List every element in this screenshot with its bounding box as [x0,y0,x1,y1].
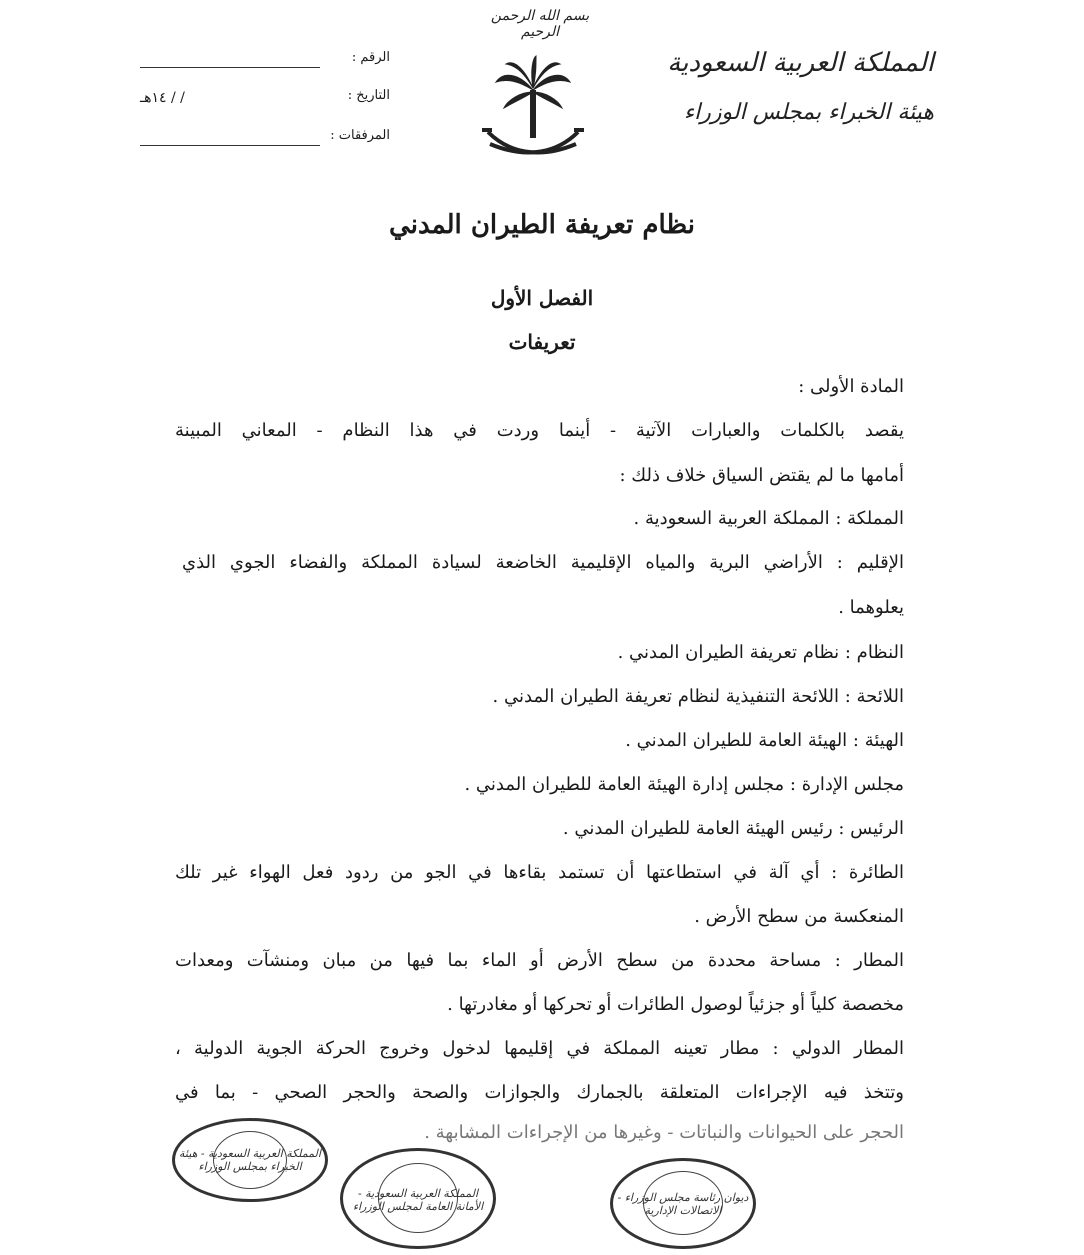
definition-line: الإقليم : الأراضي البرية والمياه الإقليمية الخاضعة لسيادة المملكة والفضاء الجوي الذي [182,552,904,573]
definition-line: اللائحة : اللائحة التنفيذية لنظام تعريفة الطيران المدني . [492,686,904,707]
date-field [140,88,390,116]
basmala: بسم الله الرحمن الرحيم [490,8,590,40]
text-line: مخصصة كلياً أو جزئياً لوصول الطائرات أو تحركها أو مغادرتها . [447,994,904,1015]
attachments-label: المرفقات : [330,128,390,143]
org-name-line2: هيئة الخبراء بمجلس الوزراء [683,100,934,125]
definition-line: مجلس الإدارة : مجلس إدارة الهيئة العامة للطيران المدني . [464,774,904,795]
stamp-text: ديوان رئاسة مجلس الوزراء - الاتصالات الإدارية [617,1191,749,1217]
article-heading: المادة الأولى : [798,376,904,397]
definition-line: الطائرة : أي آلة في استطاعتها أن تستمد بقاءها في الجو من ردود فعل الهواء غير تلك [175,862,904,883]
ref-number-label: الرقم : [351,50,390,65]
definition-line: المطار الدولي : مطار تعينه المملكة في إقليمها لدخول وخروج الحركة الجوية الدولية ، [175,1038,904,1059]
text-line: المنعكسة من سطح الأرض . [694,906,904,927]
definition-line: المملكة : المملكة العربية السعودية . [633,508,904,529]
text-line: وتتخذ فيه الإجراءات المتعلقة بالجمارك والجوازات والصحة والحجر الصحي - بما في [175,1082,904,1103]
official-stamp-center [340,1148,496,1249]
ref-number-line [140,67,320,68]
text-line: أمامها ما لم يقتض السياق خلاف ذلك : [619,465,904,486]
date-value: / / ١٤هـ [140,90,185,106]
definition-line: النظام : نظام تعريفة الطيران المدني . [617,642,904,663]
chapter-heading: الفصل الأول [490,286,594,310]
document-title: نظام تعريفة الطيران المدني [389,210,695,240]
definition-line: الهيئة : الهيئة العامة للطيران المدني . [625,730,904,751]
stamp-text: المملكة العربية السعودية - هيئة الخبراء بمجلس الوزراء [179,1147,321,1173]
official-stamp-right [610,1158,756,1249]
section-heading: تعريفات [508,330,576,354]
text-line: يعلوهما . [838,597,904,618]
palm-and-swords-emblem-icon [478,52,588,172]
ref-number-field [140,50,390,78]
definition-line: الرئيس : رئيس الهيئة العامة للطيران المدني . [562,818,904,839]
attachments-field [140,128,390,156]
definition-line: المطار : مساحة محددة من سطح الأرض أو الماء بما فيها من مبان ومنشآت ومعدات [175,950,904,971]
date-label: التاريخ : [347,88,390,103]
attachments-line [140,145,320,146]
org-name-line1: المملكة العربية السعودية [667,48,934,78]
official-stamp-left [172,1118,328,1202]
text-line: يقصد بالكلمات والعبارات الآتية - أينما وردت في هذا النظام - المعاني المبينة [175,420,904,441]
text-line: الحجر على الحيوانات والنباتات - وغيرها من الإجراءات المشابهة . [424,1122,904,1143]
stamp-text: المملكة العربية السعودية - الأمانة العامة لمجلس الوزراء [352,1187,484,1213]
